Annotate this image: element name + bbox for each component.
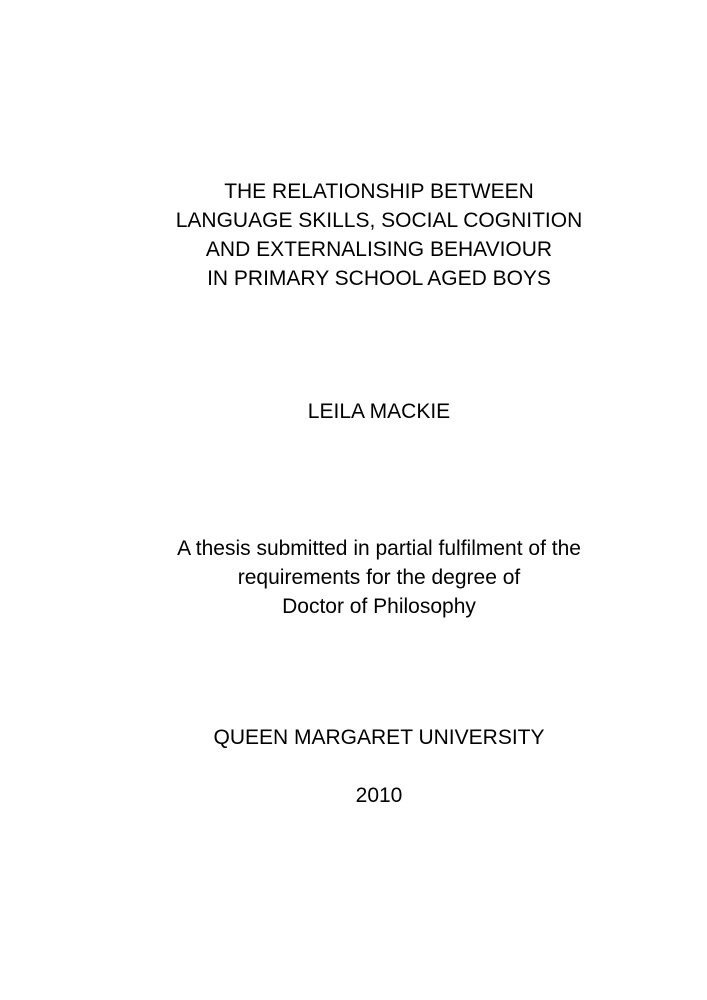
title-line: IN PRIMARY SCHOOL AGED BOYS [207,267,551,290]
title-line: THE RELATIONSHIP BETWEEN [224,180,534,203]
title-line: LANGUAGE SKILLS, SOCIAL COGNITION [175,209,583,232]
submission-year [0,781,707,810]
institution-name [0,723,707,752]
statement-line: A thesis submitted in partial fulfilment of the [177,537,581,560]
title-line: AND EXTERNALISING BEHAVIOUR [205,238,553,261]
author-name [0,397,707,426]
thesis-title [0,177,707,293]
institution-line: QUEEN MARGARET UNIVERSITY [213,726,545,749]
statement-line: Doctor of Philosophy [282,595,476,618]
statement-line: requirements for the degree of [237,566,521,589]
year-line: 2010 [355,784,403,807]
degree-statement [0,534,707,621]
author-line: LEILA MACKIE [307,400,451,423]
